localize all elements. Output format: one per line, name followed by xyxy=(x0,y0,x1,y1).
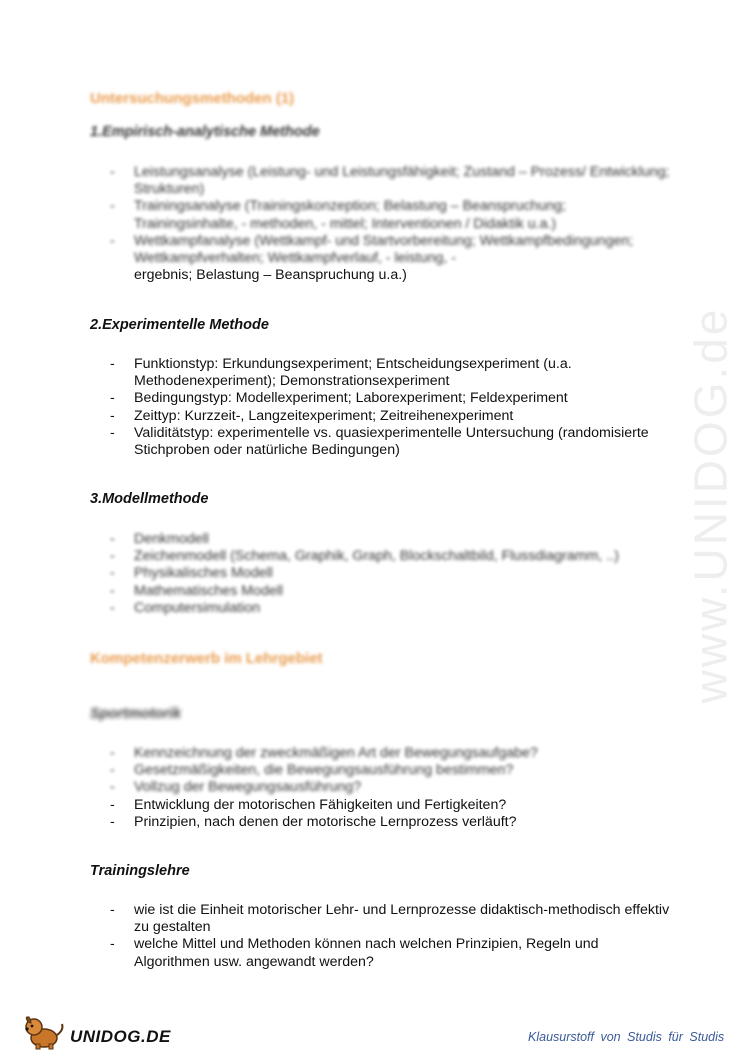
list-item: - Wettkampfanalyse (Wettkampf- und Startvorbereitung; Wettkampfbedingungen; Wettkampfverhalten; Wettkampfverlauf, - leistung, - xyxy=(110,233,670,267)
list-item: - Funktionstyp: Erkundungsexperiment; Entscheidungsexperiment (u.a. Methodenexperiment); Demonstrationsexperiment xyxy=(110,356,670,390)
bullet-list xyxy=(110,356,670,459)
list-item: - Kennzeichnung der zweckmäßigen Art der Bewegungsaufgabe? xyxy=(110,745,670,762)
list-item: - Bedingungstyp: Modellexperiment; Laborexperiment; Feldexperiment xyxy=(110,390,670,407)
list-item: - Denkmodell xyxy=(110,531,670,548)
list-item: - Zeichenmodell (Schema, Graphik, Graph, Blockschaltbild, Flussdiagramm, ..) xyxy=(110,548,670,565)
logo-text: UNIDOG.DE xyxy=(70,1027,171,1046)
list-item: - Leistungsanalyse (Leistung- und Leistungsfähigkeit; Zustand – Prozess/ Entwicklung; Strukturen) xyxy=(110,164,670,198)
list-item: - Entwicklung der motorischen Fähigkeiten und Fertigkeiten? xyxy=(110,797,670,814)
list-item: - Trainingsanalyse (Trainingskonzeption; Belastung – Beanspruchung; Trainingsinhalte, - methoden, - mittel; Interventionen / Didaktik u.a.) xyxy=(110,198,670,232)
list-item: - Vollzug der Bewegungsausführung? xyxy=(110,779,670,796)
subsection-title: 3.Modellmethode xyxy=(90,491,209,507)
section-heading: Untersuchungsmethoden (1) xyxy=(90,90,295,107)
bullet-list xyxy=(110,531,670,617)
section-heading: Kompetenzerwerb im Lehrgebiet xyxy=(90,650,323,667)
list-item: - Gesetzmäßigkeiten, die Bewegungsausführung bestimmen? xyxy=(110,762,670,779)
subsection-title: Trainingslehre xyxy=(90,863,190,879)
list-item: - welche Mittel und Methoden können nach welchen Prinzipien, Regeln und Algorithmen usw. angewandt werden? xyxy=(110,936,670,970)
list-item: - Validitätstyp: experimentelle vs. quasiexperimentelle Untersuchung (randomisierte Stichproben oder natürliche Bedingungen) xyxy=(110,425,670,459)
subsection-title: 2.Experimentelle Methode xyxy=(90,317,269,333)
dog-mascot-icon xyxy=(22,1014,68,1055)
list-item: - Computersimulation xyxy=(110,600,670,617)
list-item: - Zeittyp: Kurzzeit-, Langzeitexperiment; Zeitreihenexperiment xyxy=(110,408,670,425)
subsection-title: Sportmotorik xyxy=(90,706,182,722)
list-item: - Physikalisches Modell xyxy=(110,565,670,582)
list-item: - wie ist die Einheit motorischer Lehr- und Lernprozesse didaktisch-methodisch effektiv zu gestalten xyxy=(110,902,670,936)
list-item: - Mathematisches Modell xyxy=(110,583,670,600)
bullet-list xyxy=(110,902,670,971)
list-item: - Prinzipien, nach denen der motorische Lernprozess verläuft? xyxy=(110,814,670,831)
bullet-list xyxy=(110,745,670,831)
list-item-continuation: ergebnis; Belastung – Beanspruchung u.a.) xyxy=(134,267,407,283)
subsection-title: 1.Empirisch-analytische Methode xyxy=(90,124,320,140)
watermark-text: www.UNIDOG.de xyxy=(684,306,737,704)
bullet-list xyxy=(110,164,670,267)
footer-logo[interactable] xyxy=(22,1012,172,1052)
watermark xyxy=(684,270,737,740)
footer-tagline: Klausurstoff von Studis für Studis xyxy=(528,1030,725,1044)
